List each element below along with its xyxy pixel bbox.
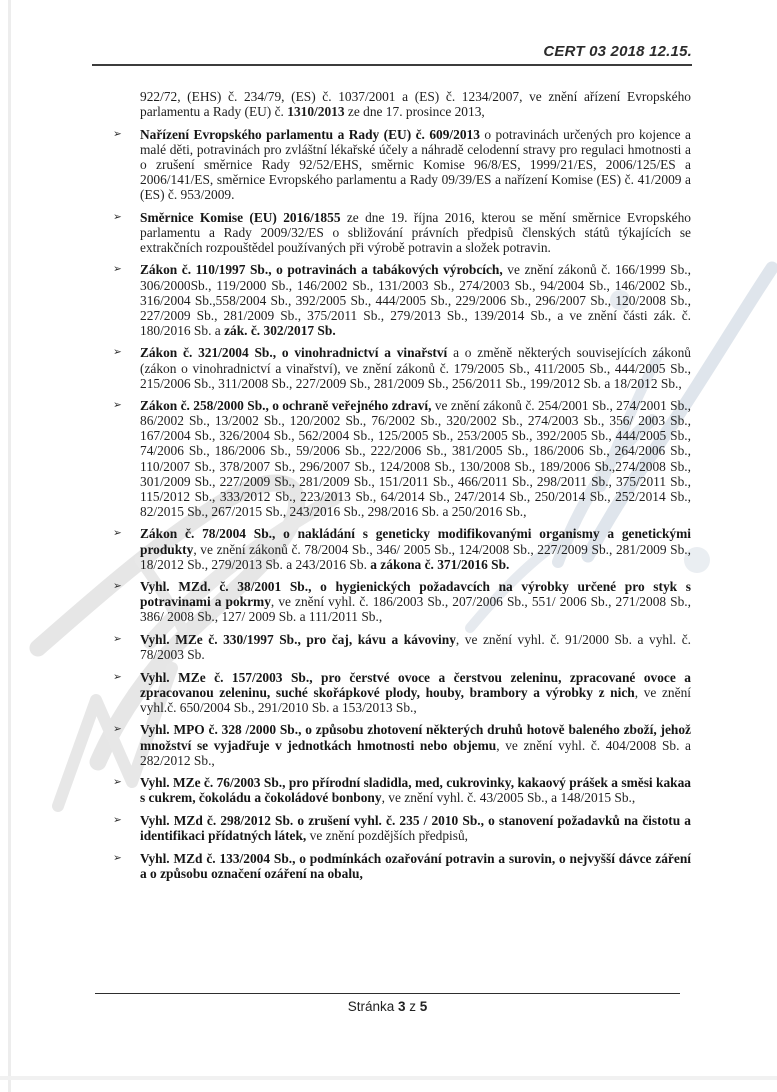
bullet-arrow-icon: ➢: [113, 127, 122, 140]
bullet-arrow-icon: ➢: [113, 346, 122, 359]
item-text: Zákon č. 78/2004 Sb., o nakládání s geneticky modifikovanými organismy a genetickými produkty, ve znění zákonů č. 78/2004 Sb., 346/ 2005 Sb., 124/2008 Sb., 227/2009 Sb., 281/2009 Sb., 18/2012 Sb., 279/2013 Sb. a 243/2016 Sb. a zákona č. 371/2016 Sb.: [140, 526, 691, 572]
bullet-arrow-icon: ➢: [113, 399, 122, 412]
bullet-arrow-icon: ➢: [113, 210, 122, 223]
item-text: Zákon č. 321/2004 Sb., o vinohradnictví a vinařství a o změně některých souvisejících zákonů (zákon o vinohradnictví a vinařství), ve znění zákonů č. 179/2005 Sb., 411/2005 Sb., 444/2005 Sb., 215/2006 Sb., 311/2008 Sb., 227/2009 Sb., 281/2009 Sb., 256/2011 Sb., 199/2012 Sb. a 18/2012 Sb.,: [140, 345, 691, 391]
list-item: [113, 398, 691, 519]
list-item: [113, 526, 691, 571]
list-item: [113, 813, 691, 843]
bullet-arrow-icon: ➢: [113, 723, 122, 736]
bullet-arrow-icon: ➢: [113, 633, 122, 645]
header-rule: [92, 64, 692, 66]
bullet-arrow-icon: ➢: [113, 776, 122, 789]
regulation-list: [113, 89, 691, 888]
bullet-arrow-icon: ➢: [113, 670, 122, 683]
page-number: Stránka 3 z 5: [347, 999, 428, 1014]
list-item: [113, 210, 691, 255]
list-item: [113, 632, 691, 662]
bullet-arrow-icon: ➢: [113, 580, 122, 593]
item-text: Vyhl. MZd. č. 38/2001 Sb., o hygienických požadavcích na výrobky určené pro styk s potravinami a pokrmy, ve znění vyhl. č. 186/2003 Sb., 207/2006 Sb., 551/ 2006 Sb., 271/2008 Sb., 386/ 2008 Sb., 127/ 2009 Sb. a 111/2011 Sb.,: [140, 579, 691, 625]
list-item: [113, 127, 691, 202]
list-item: [113, 851, 691, 881]
item-text: Zákon č. 110/1997 Sb., o potravinách a tabákových výrobcích, ve znění zákonů č. 166/1999 Sb., 306/2000Sb., 119/2000 Sb., 146/2002 Sb., 131/2003 Sb., 274/2003 Sb., 94/2004 Sb., 146/2002 Sb., 316/2004 Sb.,558/2004 Sb., 392/2005 Sb., 444/2005 Sb., 229/2006 Sb., 296/2007 Sb., 120/2008 Sb., 227/2009 Sb., 281/2009 Sb., 375/2011 Sb., 279/2013 Sb., 139/2014 Sb., a ve znění části zák. č. 180/2016 Sb. a zák. č. 302/2017 Sb.: [140, 262, 691, 338]
item-text: Vyhl. MZe č. 76/2003 Sb., pro přírodní sladidla, med, cukrovinky, kakaový prášek a směsi kakaa s cukrem, čokoládu a čokoládové bonbony, ve znění vyhl. č. 43/2005 Sb., a 148/2015 Sb.,: [140, 775, 691, 806]
bullet-arrow-icon: ➢: [113, 263, 122, 276]
bullet-arrow-icon: ➢: [113, 813, 122, 826]
list-item: [113, 670, 691, 715]
list-item: [113, 345, 691, 390]
paragraph: 922/72, (EHS) č. 234/79, (ES) č. 1037/2001 a (ES) č. 1234/2007, ve znění ařízení Evropského parlamentu a Rady (EU) č. 1310/2013 ze dne 17. prosince 2013,: [140, 89, 691, 120]
list-item: [113, 262, 691, 337]
item-text: Vyhl. MZd č. 298/2012 Sb. o zrušení vyhl. č. 235 / 2010 Sb., o stanovení požadavků na čistotu a identifikaci přídatných látek, ve znění pozdějších předpisů,: [140, 812, 691, 844]
header-reference: CERT 03 2018 12.15.: [543, 43, 692, 60]
item-text: Nařízení Evropského parlamentu a Rady (EU) č. 609/2013 o potravinách určených pro kojence a malé děti, potravinách pro zvláštní lékařské účely a náhradě celodenní stravy pro regulaci hmotnosti a o zrušení směrnice Rady 92/52/EHS, směrnic Komise 96/8/ES, 1999/21/ES, 2006/125/ES a 2006/141/ES, směrnice Evropského parlamentu a Rady 09/39/ES a nařízení Komise (ES) č. 41/2009 a (ES) č. 953/2009.: [140, 126, 691, 203]
item-text: Vyhl. MZd č. 133/2004 Sb., o podmínkách ozařování potravin a surovin, o nejvyšší dávce záření a o způsobu označení ozáření na obalu,: [140, 850, 691, 881]
list-item: [113, 722, 691, 767]
bullet-arrow-icon: ➢: [113, 851, 122, 864]
item-text: Zákon č. 258/2000 Sb., o ochraně veřejného zdraví, ve znění zákonů č. 254/2001 Sb., 274/2001 Sb., 86/2002 Sb., 13/2002 Sb., 120/2002 Sb., 76/2002 Sb., 320/2002 Sb., 274/2003 Sb., 356/ 2003 Sb., 167/2004 Sb., 326/2004 Sb., 562/2004 Sb., 125/2005 Sb., 253/2005 Sb., 392/2005 Sb., 444/2005 Sb., 74/2006 Sb., 186/2006 Sb., 59/2006 Sb., 222/2006 Sb., 381/2005 Sb., 186/2006 Sb., 264/2006 Sb., 110/2007 Sb., 378/2007 Sb., 296/2007 Sb., 124/2008 Sb., 130/2008 Sb., 189/2006 Sb.,274/2008 Sb., 301/2009 Sb., 227/2009 Sb., 281/2009 Sb., 151/2011 Sb., 466/2011 Sb., 298/2011 Sb., 375/2011 Sb., 115/2012 Sb., 333/2012 Sb., 223/2013 Sb., 64/2014 Sb., 247/2014 Sb., 250/2014 Sb., 252/2014 Sb., 82/2015 Sb., 267/2015 Sb., 243/2016 Sb., 298/2016 Sb. a 250/2016 Sb.,: [140, 398, 691, 519]
item-text: Vyhl. MZe č. 330/1997 Sb., pro čaj, kávu a kávoviny, ve znění vyhl. č. 91/2000 Sb. a vyhl. č. 78/2003 Sb.: [140, 632, 691, 663]
item-text: Směrnice Komise (EU) 2016/1855 ze dne 19. října 2016, kterou se mění směrnice Evropského parlamentu a Rady 2009/32/ES o sbližování právních předpisů členských států týkajících se extrakčních rozpouštědel používaných při výrobě potravin a složek potravin.: [140, 209, 691, 255]
item-text: Vyhl. MZe č. 157/2003 Sb., pro čerstvé ovoce a čerstvou zeleninu, zpracované ovoce a zpracovanou zeleninu, suché skořápkové plody, houby, brambory a výrobky z nich, ve znění vyhl.č. 650/2004 Sb., 291/2010 Sb. a 153/2013 Sb.,: [140, 669, 691, 715]
bullet-arrow-icon: ➢: [113, 527, 122, 540]
footer-rule: [95, 993, 680, 994]
list-item: [113, 579, 691, 624]
list-item: [113, 775, 691, 805]
item-text: Vyhl. MPO č. 328 /2000 Sb., o způsobu zhotovení některých druhů hotově baleného zboží, jehož množství se vyjadřuje v jednotkách hmotnosti nebo objemu, ve znění vyhl. č. 404/2008 Sb. a 282/2012 Sb.,: [140, 722, 691, 768]
